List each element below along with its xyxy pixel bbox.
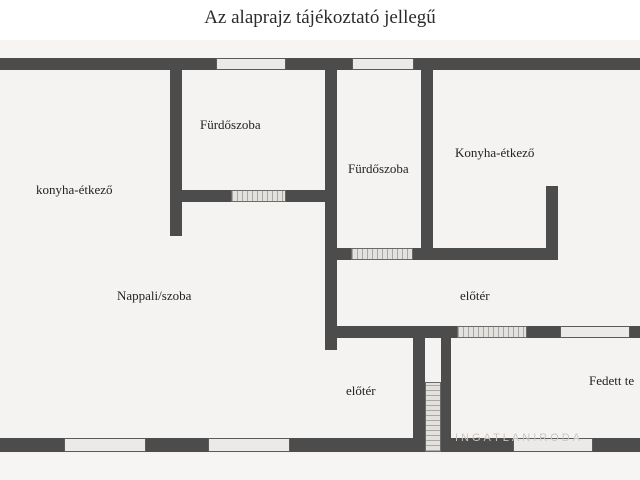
door-mid-bathroom: [351, 248, 413, 260]
room-label-konyha-etkezo-left: konyha-étkező: [36, 182, 113, 197]
page-title: Az alaprajz tájékoztató jellegű: [204, 7, 436, 28]
wall-entry-right: [441, 338, 451, 452]
door-right-eloter: [457, 326, 527, 338]
room-label-nappali-szoba: Nappali/szoba: [117, 288, 192, 303]
window-top-mid-bathroom: [352, 58, 414, 70]
window-bottom-left: [64, 438, 146, 452]
door-left-bathroom: [231, 190, 286, 202]
window-top-left-bathroom: [216, 58, 286, 70]
wall-living-corner-nub: [325, 326, 337, 348]
room-label-furdoszoba-left: Fürdőszoba: [200, 117, 261, 132]
wall-left-unit-vertical: [170, 58, 182, 236]
title-bar: [0, 0, 640, 40]
room-label-fedett-terasz: Fedett te: [589, 373, 635, 388]
wall-right-kitchen-bottom: [433, 248, 558, 260]
door-entry-bottom: [425, 382, 441, 452]
room-label-konyha-etkezo-right: Konyha-étkező: [455, 145, 535, 160]
wall-central-left: [325, 58, 337, 350]
window-bottom-center: [208, 438, 290, 452]
watermark: INGATLANIRODA: [455, 432, 584, 444]
wall-right-kitchen-vertical: [546, 186, 558, 260]
room-label-eloter-right: előtér: [460, 288, 490, 303]
room-label-eloter-bottom: előtér: [346, 383, 376, 398]
wall-mid-bathroom-right: [421, 58, 433, 260]
floorplan-canvas: [0, 40, 640, 480]
window-right-lower: [560, 326, 630, 338]
wall-top: [0, 58, 640, 70]
room-label-furdoszoba-mid: Fürdőszoba: [348, 161, 409, 176]
wall-entry-left: [413, 338, 425, 452]
